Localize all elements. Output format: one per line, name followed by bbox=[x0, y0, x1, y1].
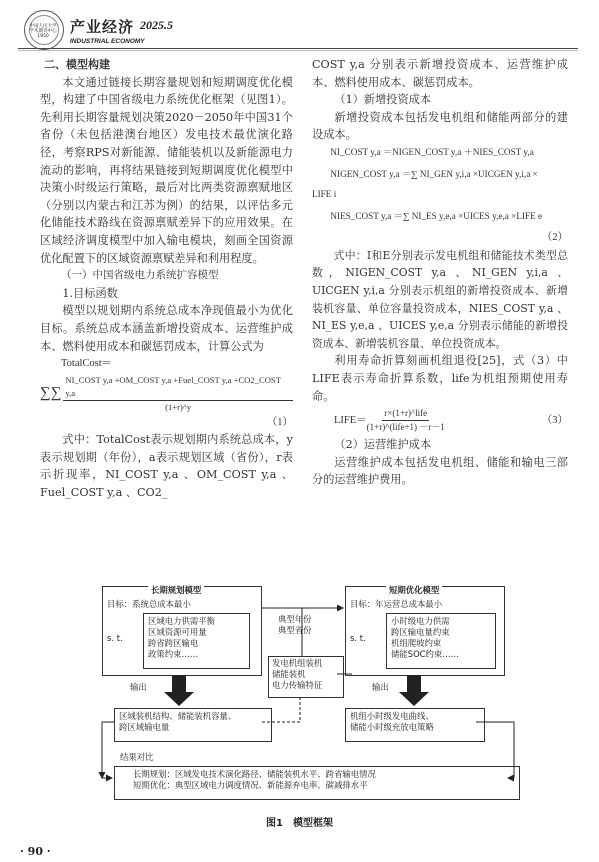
sub-heading: （一）中国省级电力系统扩容模型 bbox=[61, 269, 219, 282]
equation-3 bbox=[312, 407, 568, 434]
equation-2b: NIGEN_COST y,a ＝∑ NI_GEN y,i,a ×UICGEN y,i,a × bbox=[330, 168, 538, 179]
left-para-2: 模型以规划期内系统总成本净现值最小为优化目标。系统总成本涵盖新增投资成本、运营维护成本、燃料使用成本和碳惩罚成本，计算公式为 bbox=[40, 304, 293, 353]
journal-issue: 2025.5 bbox=[140, 18, 173, 32]
typical-year-label: 典型年份 bbox=[278, 614, 312, 624]
right-column bbox=[312, 56, 568, 489]
long-constraint-3: 政策约束…… bbox=[148, 649, 199, 659]
equation-2c: NIES_COST y,a ＝∑ NI_ES y,e,a ×UICES y,e,a ×LIFE e bbox=[330, 211, 543, 222]
short-constraint-2: 机组爬坡约束 bbox=[391, 638, 442, 648]
long-output-line-1: 跨区域输电量 bbox=[119, 722, 170, 732]
model-framework-figure bbox=[62, 578, 542, 803]
page-number: · 90 · bbox=[20, 845, 51, 858]
long-constraint-1: 区域资源可用量 bbox=[148, 627, 207, 637]
long-term-st: s. t. bbox=[107, 633, 123, 643]
journal-logo-text: 中国人民大学 学术期刊中心 1950 bbox=[29, 24, 57, 39]
left-column bbox=[40, 56, 293, 502]
equation-1-denominator: (1+r)^y bbox=[165, 401, 192, 412]
long-output-box bbox=[114, 708, 272, 742]
new-investment-heading: （1）新增投资成本 bbox=[334, 93, 432, 107]
short-term-model-box bbox=[345, 586, 505, 676]
result-line-1: 短期优化：典型区域电力调度情况、新能源弃电率、碳减排水平 bbox=[133, 780, 368, 790]
equation-1-sum: ∑∑ bbox=[40, 384, 62, 401]
equation-3-fraction bbox=[367, 407, 445, 434]
short-term-st: s. t. bbox=[350, 633, 366, 643]
short-constraint-1: 跨区输电量约束 bbox=[391, 627, 450, 637]
equation-1 bbox=[40, 374, 293, 414]
result-line-0: 长期规划：区域发电技术演化路径、储能装机水平、跨省输电情况 bbox=[133, 769, 376, 779]
short-output-line-1: 储能小时级充放电策略 bbox=[350, 722, 434, 732]
short-constraint-0: 小时级电力供需 bbox=[391, 616, 450, 626]
mid-line-2: 电力传输特征 bbox=[272, 680, 323, 690]
long-term-goal: 目标：系统总成本最小 bbox=[107, 599, 191, 609]
equation-1-number: （1） bbox=[266, 416, 293, 428]
section-heading: 二、模型构建 bbox=[44, 58, 110, 71]
header-rule bbox=[18, 48, 578, 49]
left-para-3: 式中：TotalCost表示规划期内系统总成本，y表示规划期（年份），a表示规划区域（省份），r表示折现率，NI_COST y,a 、OM_COST y,a 、Fuel_COST y,a 、CO2_ bbox=[40, 433, 293, 500]
right-para-5: 运营维护成本包括发电机组、储能和输电三部分的运营维护费用。 bbox=[312, 455, 568, 487]
mid-line-0: 发电机组装机 bbox=[272, 658, 323, 668]
journal-subtitle: INDUSTRIAL ECONOMY bbox=[70, 38, 145, 45]
journal-title: 产业经济 bbox=[70, 18, 135, 36]
left-para-1: 本文通过链接长期容量规划和短期调度优化模型，构建了中国省级电力系统优化框架（见图1）。先利用长期容量规划决策2020－2050年中国31个省份（未包括港澳台地区）发电技术最优演化路径，考察RPS对新能源、储能装机以及新能源电力流动的影响，再将结果链接到短期调度优化模型中决策小时级运行策略，最后对比两类资源禀赋地区（分别以内蒙古和江苏为例）的结果，以评估多元化储能技术路线在资源禀赋差异下的应用效果。在区域经济调度模型中加入输电模块，刻画全国资源优化配置下的区域资源禀赋差异和利用程度。 bbox=[40, 75, 293, 265]
right-para-4: 利用寿命折算刻画机组退役[25]，式（3）中LIFE表示寿命折算系数，life为机组预期使用寿命。 bbox=[312, 354, 568, 403]
mid-line-1: 储能装机 bbox=[272, 669, 306, 679]
long-term-constraints-box bbox=[143, 613, 250, 669]
equation-1-fraction bbox=[63, 374, 293, 414]
equation-2b-tail: LIFE i bbox=[312, 188, 337, 199]
right-para-2: 新增投资成本包括发电机组和储能两部分的建设成本。 bbox=[312, 110, 568, 142]
short-constraint-3: 储能SOC约束…… bbox=[391, 649, 460, 659]
short-term-goal: 目标：年运营总成本最小 bbox=[350, 599, 443, 609]
equation-3-denominator: (1+r)^(life+1) －r－1 bbox=[366, 422, 445, 433]
long-constraint-0: 区域电力供需平衡 bbox=[148, 616, 215, 626]
output-left-label: 输出 bbox=[130, 682, 147, 692]
equation-2a: NI_COST y,a ＝NIGEN_COST y,a ＋NIES_COST y,a bbox=[330, 146, 534, 157]
equation-3-numerator: r×(1+r)^life bbox=[382, 407, 429, 421]
right-para-3: 式中：I和E分别表示发电机组和储能技术类型总数，NIGEN_COST y,a 、NI_GEN y,i,a 、UICGEN y,i,a 分别表示机组的新增投资成本、新增装机容量、单位容量投资成本，NIES_COST y,a 、NI_ES y,e,a 、UICES y,e,a 分别表示储能的新增投资成本、新增装机容量、单位投资成本。 bbox=[312, 248, 568, 350]
transfer-features-box bbox=[268, 656, 344, 698]
arrow-short-output bbox=[399, 675, 429, 706]
short-term-title: 短期优化模型 bbox=[386, 585, 442, 596]
equation-1-numerator: NI_COST y,a +OM_COST y,a +Fuel_COST y,a +CO2_COST y,a bbox=[63, 374, 293, 401]
right-para-1: COST y,a 分别表示新增投资成本、运营维护成本、燃料使用成本、碳惩罚成本。 bbox=[312, 58, 568, 89]
figure-caption: 图1 模型框架 bbox=[266, 818, 333, 829]
objective-heading: 1.目标函数 bbox=[62, 286, 118, 300]
short-output-box bbox=[345, 708, 485, 742]
short-output-line-0: 机组小时级发电曲线、 bbox=[350, 711, 434, 721]
equation-2-number: （2） bbox=[541, 232, 568, 244]
equation-3-lhs: LIFE＝ bbox=[334, 414, 367, 426]
long-constraint-2: 跨省跨区输电 bbox=[148, 638, 199, 648]
long-output-line-0: 区域装机结构、储能装机容量、 bbox=[119, 711, 237, 721]
result-box bbox=[114, 766, 520, 800]
typical-province-label: 典型省份 bbox=[278, 625, 312, 635]
header-rule-thin bbox=[18, 50, 578, 51]
equation-1-lhs: TotalCost＝ bbox=[61, 358, 113, 370]
equation-3-number: （3） bbox=[541, 414, 568, 426]
arrow-long-output bbox=[164, 675, 194, 706]
long-term-title: 长期规划模型 bbox=[148, 585, 204, 596]
short-term-constraints-box bbox=[386, 613, 496, 669]
output-right-label: 输出 bbox=[372, 682, 389, 692]
om-heading: （2）运营维护成本 bbox=[334, 438, 432, 452]
long-term-model-box bbox=[102, 586, 262, 676]
result-label: 结果对比 bbox=[120, 752, 154, 762]
